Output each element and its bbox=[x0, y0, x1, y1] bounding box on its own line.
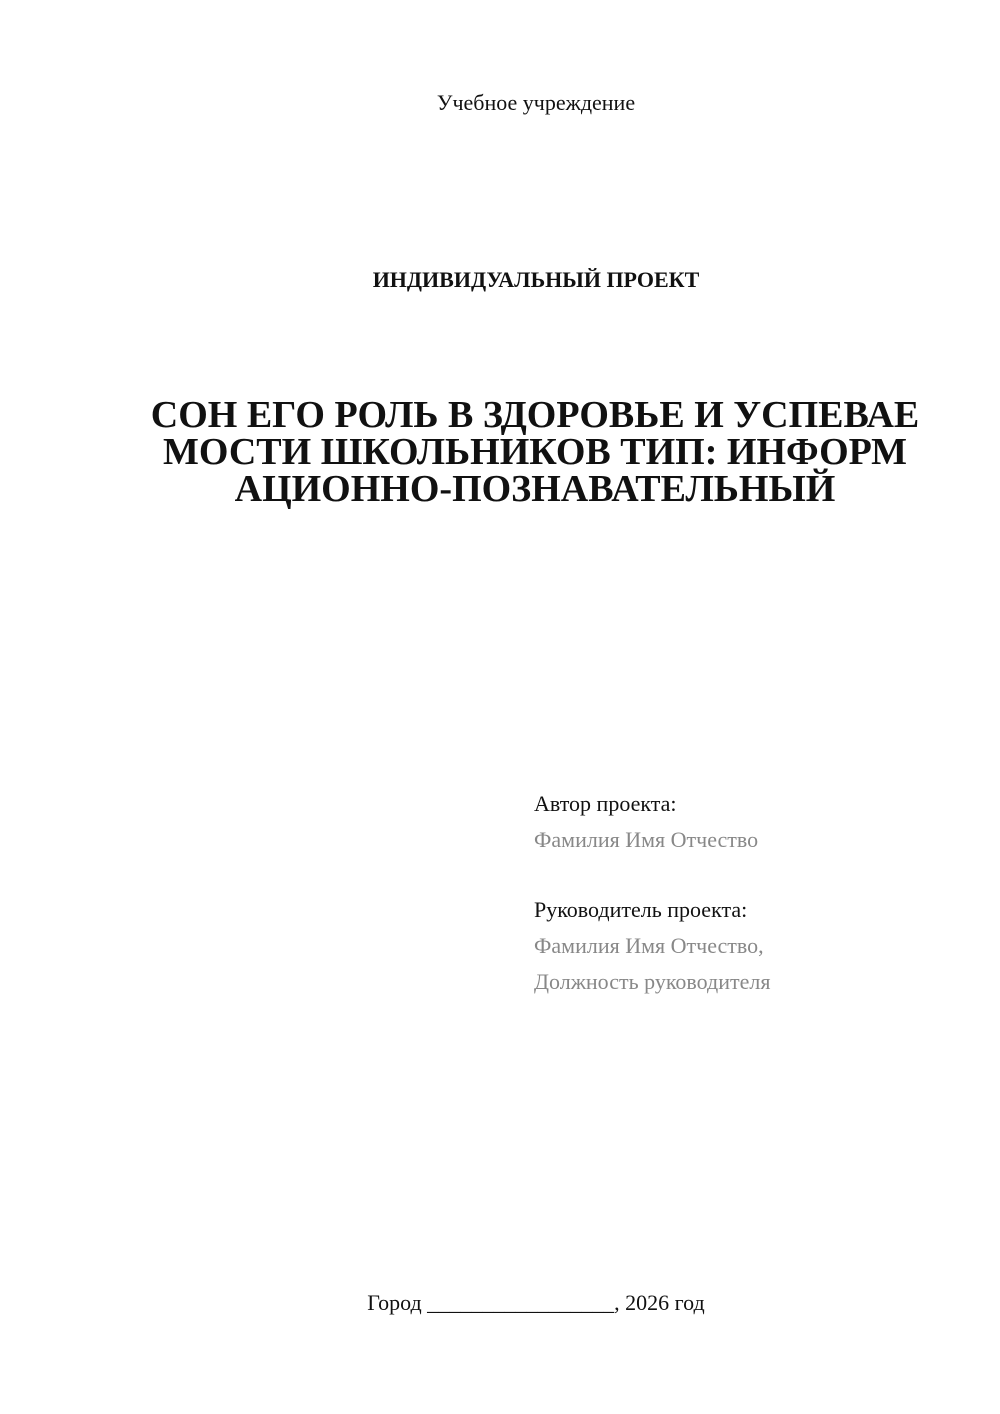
author-block bbox=[534, 786, 758, 858]
supervisor-label: Руководитель проекта: bbox=[534, 897, 748, 922]
footer-city-year bbox=[0, 1288, 1000, 1318]
supervisor-block bbox=[534, 892, 770, 1000]
city-blank-line: _________________ bbox=[427, 1290, 615, 1315]
author-label: Автор проекта: bbox=[534, 791, 677, 816]
city-label: Город bbox=[367, 1290, 422, 1315]
project-type-heading: ИНДИВИДУАЛЬНЫЙ ПРОЕКТ bbox=[372, 267, 700, 292]
year-text: , 2026 год bbox=[614, 1290, 705, 1315]
institution-name: Учебное учреждение bbox=[436, 90, 636, 115]
supervisor-position: Должность руководителя bbox=[534, 969, 771, 994]
author-name: Фамилия Имя Отчество bbox=[534, 827, 759, 852]
project-title: СОН ЕГО РОЛЬ В ЗДОРОВЬЕ И УСПЕВАЕМОСТИ ШКОЛЬНИКОВ ТИП: ИНФОРМАЦИОННО-ПОЗНАВАТЕЛЬНЫЙ bbox=[150, 394, 920, 510]
supervisor-name: Фамилия Имя Отчество, bbox=[534, 933, 764, 958]
